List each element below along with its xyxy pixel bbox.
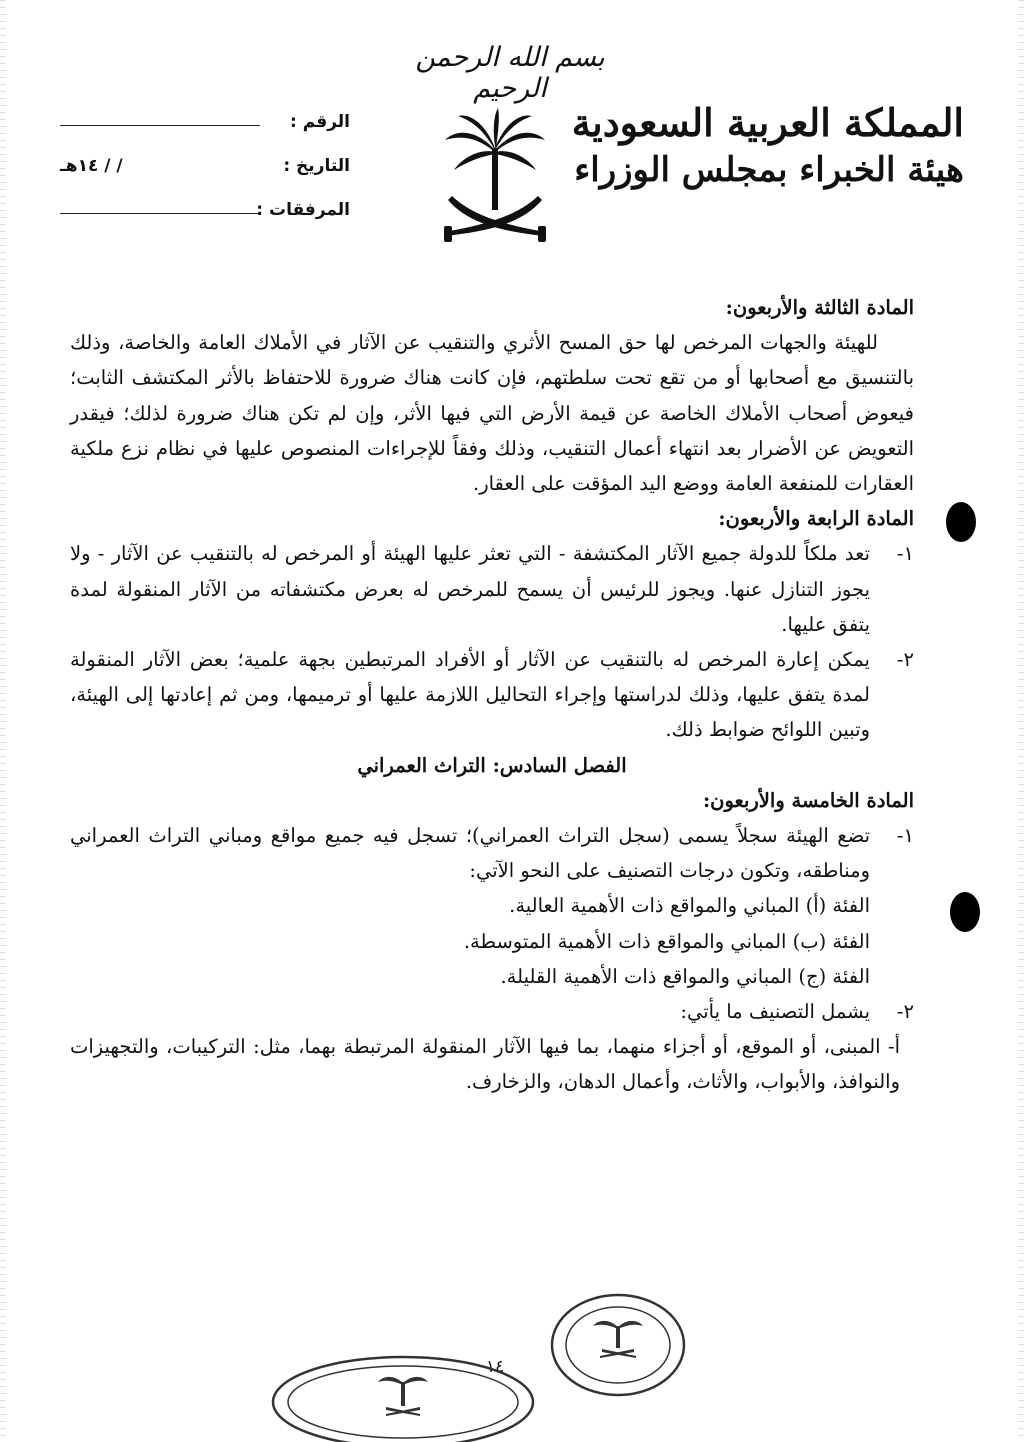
seal-experts-commission-icon	[268, 1352, 538, 1442]
document-body	[70, 290, 914, 1100]
item-number: ٢-	[896, 648, 914, 672]
item-text: تضع الهيئة سجلاً يسمى (سجل التراث العمراني)؛ تسجل فيه جميع مواقع ومباني التراث العمراني ومناطقه، وتكون درجات التصنيف على النحو الآتي:	[70, 824, 870, 883]
article-45-item-2	[70, 994, 914, 1029]
item-number: ١-	[896, 824, 914, 848]
palm-swords-emblem-icon	[440, 108, 550, 248]
punch-hole-icon	[950, 892, 980, 932]
article-43-heading: المادة الثالثة والأربعون:	[725, 296, 914, 319]
item-text: تعد ملكاً للدولة جميع الآثار المكتشفة - التي تعثر عليها الهيئة أو المرخص له بالتنقيب عن الآثار - ولا يجوز التنازل عنها. ويجوز للرئيس أن يسمح للمرخص له بعرض مكتشفاته من الآثار المنقولة لمدة يتفق عليها.	[70, 542, 870, 636]
article-45-sub-a: أ- المبنى، أو الموقع، أو أجزاء منهما، بما فيها الآثار المنقولة المرتبطة بهما، مثل: التركيبات، والتجهيزات والنوافذ، والأبواب، والأثاث، وأعمال الدهان، والزخارف.	[70, 1035, 900, 1094]
basmala: بسم الله الرحمن الرحيم	[415, 42, 605, 104]
date-label: التاريخ :	[283, 156, 350, 176]
page-number: ١٤	[486, 1357, 505, 1377]
attachments-line	[60, 213, 260, 214]
date-value: / / ١٤هـ	[60, 156, 123, 176]
category-c: الفئة (ج) المباني والمواقع ذات الأهمية القليلة.	[500, 964, 870, 988]
article-43-text: للهيئة والجهات المرخص لها حق المسح الأثري والتنقيب عن الآثار في الأملاك العامة والخاصة، وذلك بالتنسيق مع أصحابها أو من تقع تحت سلطتهم، فإن كانت هناك ضرورة للاحتفاظ بالأثر المكتشف الثابت؛ فيعوض أصحاب الأملاك الخاصة عن قيمة الأرض التي فيها الأثر، وإن لم تكن هناك ضرورة لذلك؛ فيقدر التعويض عن الأضرار بعد انتهاء أعمال التنقيب، وذلك وفقاً للإجراءات المنصوص عليها في نظام نزع ملكية العقارات للمنفعة العامة ووضع اليد المؤقت على العقار.	[70, 331, 914, 496]
article-45-item-1	[70, 818, 914, 888]
item-number: ٢-	[896, 1000, 914, 1024]
scan-edge-right	[1018, 0, 1024, 1439]
scan-edge-left	[0, 0, 6, 1439]
article-44-item-1	[70, 536, 914, 642]
chapter-6-title: الفصل السادس: التراث العمراني	[357, 753, 627, 777]
item-number: ١-	[896, 542, 914, 566]
ref-number-row	[60, 112, 350, 132]
category-b: الفئة (ب) المباني والمواقع ذات الأهمية المتوسطة.	[463, 929, 870, 953]
attachments-label: المرفقات :	[256, 200, 350, 220]
org-name-kingdom: المملكة العربية السعودية	[571, 100, 964, 145]
category-a: الفئة (أ) المباني والمواقع ذات الأهمية العالية.	[509, 894, 870, 918]
ref-number-label: الرقم :	[290, 112, 350, 132]
attachments-row	[60, 200, 350, 220]
item-text: يشمل التصنيف ما يأتي:	[680, 1000, 870, 1024]
ref-number-line	[60, 125, 260, 126]
date-row	[60, 156, 350, 176]
article-44-heading: المادة الرابعة والأربعون:	[718, 507, 914, 531]
org-name-experts-commission: هيئة الخبراء بمجلس الوزراء	[574, 150, 964, 190]
article-45-heading: المادة الخامسة والأربعون:	[702, 788, 914, 812]
punch-hole-icon	[946, 502, 976, 542]
article-44-item-2	[70, 642, 914, 748]
seal-cabinet-secretariat-icon	[548, 1290, 688, 1400]
item-text: يمكن إعارة المرخص له بالتنقيب عن الآثار أو الأفراد المرتبطين بجهة علمية؛ بعض الآثار المنقولة لمدة يتفق عليها، وذلك لدراستها وإجراء التحاليل اللازمة عليها أو ترميمها، ومن ثم إعادتها إلى الهيئة، وتبين اللوائح ضوابط ذلك.	[70, 648, 870, 742]
